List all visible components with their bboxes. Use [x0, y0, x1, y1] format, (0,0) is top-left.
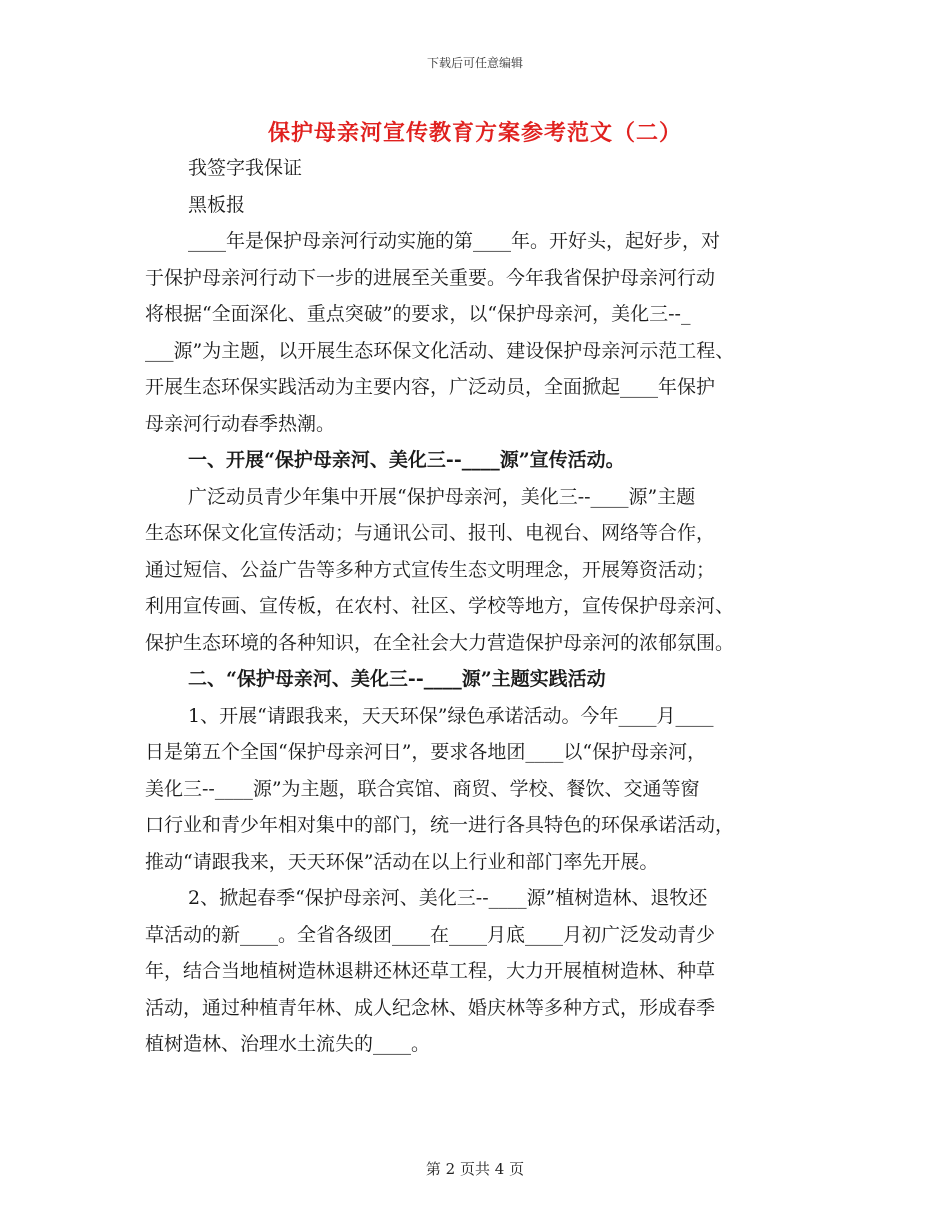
- paragraph-line: 黑板报: [188, 193, 246, 216]
- paragraph-line: 保护生态环境的各种知识，在全社会大力营造保护母亲河的浓郁氛围。: [145, 631, 735, 654]
- paragraph-line: 年，结合当地植树造林退耕还林还草工程，大力开展植树造林、种草: [145, 960, 716, 982]
- paragraph-line: 日是第五个全国“保护母亲河日”，要求各地团____以“保护母亲河，: [145, 741, 707, 763]
- paragraph-line: 活动，通过种植青年林、成人纪念林、婚庆林等多种方式，形成春季: [145, 996, 716, 1019]
- document-title: 保护母亲河宣传教育方案参考范文（二）: [267, 120, 682, 146]
- paragraph-line: 草活动的新____。全省各级团____在____月底____月初广泛发动青少: [145, 923, 716, 946]
- paragraph-line: 推动“请跟我来，天天环保”活动在以上行业和部门率先开展。: [145, 850, 659, 873]
- paragraph-line: ___源”为主题，以开展生态环保文化活动、建设保护母亲河示范工程、: [145, 339, 735, 362]
- paragraph-line: 广泛动员青少年集中开展“保护母亲河，美化三--____源”主题: [188, 485, 696, 508]
- paragraph-line: 母亲河行动春季热潮。: [145, 412, 336, 435]
- paragraph-line: 生态环保文化宣传活动；与通讯公司、报刊、电视台、网络等合作，: [145, 522, 716, 544]
- paragraph-line: 开展生态环保实践活动为主要内容，广泛动员，全面掀起____年保护: [145, 376, 716, 398]
- paragraph-line: ____年是保护母亲河行动实施的第____年。开好头，起好步，对: [188, 230, 721, 252]
- paragraph-line: 我签字我保证: [188, 157, 303, 179]
- document-body: [145, 150, 817, 1063]
- page-header: 下载后可任意编辑: [426, 56, 523, 70]
- paragraph-line: 植树造林、治理水土流失的____。: [145, 1033, 431, 1055]
- paragraph-line: 利用宣传画、宣传板，在农村、社区、学校等地方，宣传保护母亲河、: [145, 595, 735, 617]
- page-footer: 第 2 页共 4 页: [425, 1160, 525, 1178]
- section-heading: 二、“保护母亲河、美化三--____源”主题实践活动: [188, 668, 606, 690]
- paragraph-line: 美化三--____源”为主题，联合宾馆、商贸、学校、餐饮、交通等窗: [145, 777, 700, 800]
- paragraph-line: 于保护母亲河行动下一步的进展至关重要。今年我省保护母亲河行动: [145, 266, 716, 289]
- paragraph-line: 口行业和青少年相对集中的部门，统一进行各具特色的环保承诺活动，: [145, 814, 735, 836]
- paragraph-line: 2、掀起春季“保护母亲河、美化三--____源”植树造林、退牧还: [188, 887, 708, 909]
- paragraph-line: 将根据“全面深化、重点突破”的要求，以“保护母亲河，美化三--_: [145, 303, 691, 325]
- paragraph-line: 1、开展“请跟我来，天天环保”绿色承诺活动。今年____月____: [188, 704, 714, 727]
- section-heading: 一、开展“保护母亲河、美化三--____源”宣传活动。: [188, 449, 625, 471]
- paragraph-line: 通过短信、公益广告等多种方式宣传生态文明理念，开展筹资活动；: [145, 558, 716, 581]
